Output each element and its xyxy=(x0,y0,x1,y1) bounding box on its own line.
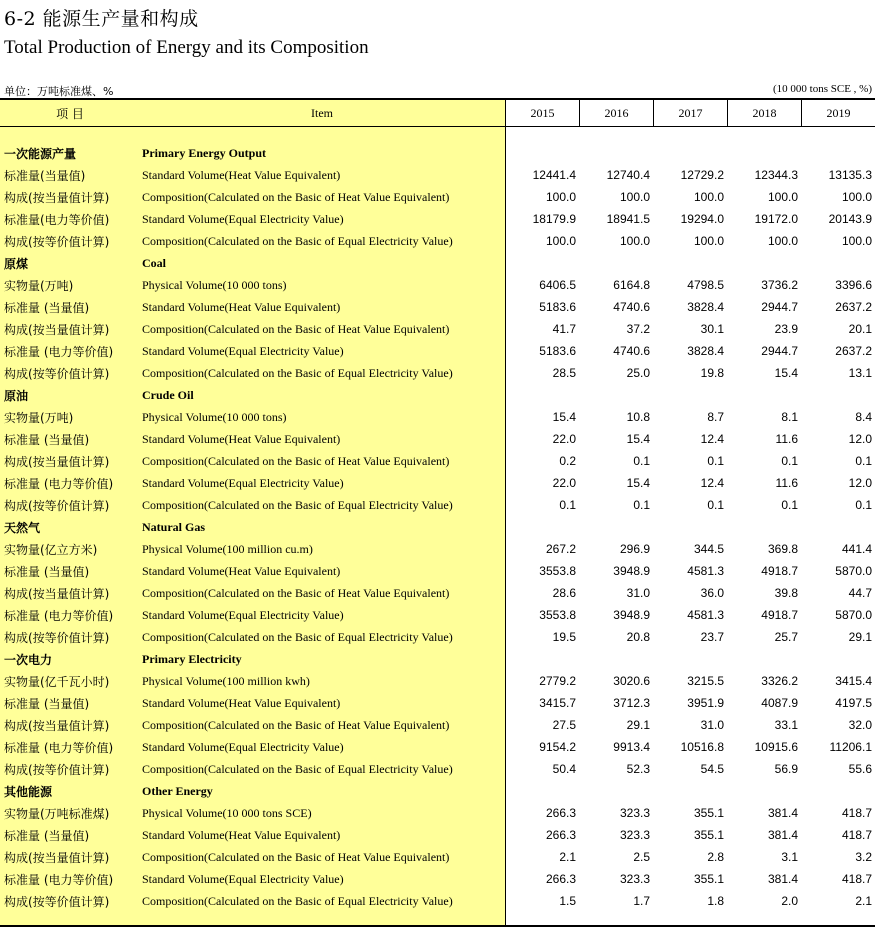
value-cell: 323.3 xyxy=(619,806,650,820)
table-row xyxy=(0,494,875,516)
value-cell: 441.4 xyxy=(841,542,872,556)
value-cell: 100.0 xyxy=(841,234,872,248)
table-row xyxy=(0,824,875,846)
value-cell: 3828.4 xyxy=(687,300,724,314)
table-row xyxy=(0,582,875,604)
value-cell: 0.1 xyxy=(559,498,576,512)
value-cell: 12.0 xyxy=(848,432,872,446)
value-cell: 3553.8 xyxy=(539,608,576,622)
value-cell: 1.7 xyxy=(633,894,650,908)
value-cell: 12441.4 xyxy=(532,168,576,182)
value-cell: 2.1 xyxy=(855,894,872,908)
row-label-cn: 构成(按当量值计算) xyxy=(4,851,110,865)
value-cell: 381.4 xyxy=(767,806,798,820)
row-label-cn: 实物量(万吨标准煤) xyxy=(4,807,110,821)
value-cell: 4918.7 xyxy=(761,564,798,578)
page-title-cn: 6-2 能源生产量和构成 xyxy=(4,8,199,30)
row-label-cn: 标准量(电力等价值) xyxy=(4,213,110,227)
row-label-en: Composition(Calculated on the Basic of Equal Electricity Value) xyxy=(142,630,453,644)
row-label-en: Standard Volume(Equal Electricity Value) xyxy=(142,608,344,622)
value-cell: 13135.3 xyxy=(828,168,872,182)
value-cell: 3396.6 xyxy=(835,278,872,292)
value-cell: 2.5 xyxy=(633,850,650,864)
value-cell: 266.3 xyxy=(545,806,576,820)
table-row xyxy=(0,538,875,560)
table-row xyxy=(0,296,875,318)
header-item-en: Item xyxy=(311,106,333,120)
value-cell: 15.4 xyxy=(552,410,576,424)
row-label-en: Physical Volume(100 million cu.m) xyxy=(142,542,313,556)
value-cell: 100.0 xyxy=(693,190,724,204)
value-cell: 418.7 xyxy=(841,828,872,842)
value-cell: 3736.2 xyxy=(761,278,798,292)
row-label-en: Composition(Calculated on the Basic of Heat Value Equivalent) xyxy=(142,322,450,336)
header-year: 2018 xyxy=(727,100,801,126)
table-row xyxy=(0,758,875,780)
row-label-cn: 原煤 xyxy=(4,257,29,271)
page-title-en: Total Production of Energy and its Composition xyxy=(4,37,369,58)
value-cell: 2637.2 xyxy=(835,300,872,314)
value-cell: 3948.9 xyxy=(613,608,650,622)
row-label-en: Standard Volume(Equal Electricity Value) xyxy=(142,344,344,358)
section-row xyxy=(0,516,875,538)
value-cell: 418.7 xyxy=(841,806,872,820)
row-label-en: Standard Volume(Heat Value Equivalent) xyxy=(142,300,341,314)
value-cell: 27.5 xyxy=(552,718,576,732)
table-header xyxy=(0,100,875,126)
value-cell: 1.8 xyxy=(707,894,724,908)
row-label-en: Standard Volume(Equal Electricity Value) xyxy=(142,476,344,490)
value-cell: 15.4 xyxy=(626,432,650,446)
row-label-cn: 构成(按等价值计算) xyxy=(4,631,110,645)
value-cell: 100.0 xyxy=(619,234,650,248)
table-row xyxy=(0,274,875,296)
value-cell: 2944.7 xyxy=(761,300,798,314)
table-row xyxy=(0,670,875,692)
value-cell: 355.1 xyxy=(693,872,724,886)
header-year: 2016 xyxy=(579,100,653,126)
row-label-en: Composition(Calculated on the Basic of Equal Electricity Value) xyxy=(142,498,453,512)
row-label-en: Primary Electricity xyxy=(142,652,242,666)
value-cell: 12.4 xyxy=(700,432,724,446)
value-cell: 323.3 xyxy=(619,872,650,886)
table-row xyxy=(0,736,875,758)
value-cell: 3712.3 xyxy=(613,696,650,710)
value-cell: 19294.0 xyxy=(680,212,724,226)
row-label-en: Composition(Calculated on the Basic of Equal Electricity Value) xyxy=(142,234,453,248)
row-label-cn: 构成(按当量值计算) xyxy=(4,719,110,733)
value-cell: 12.4 xyxy=(700,476,724,490)
value-cell: 266.3 xyxy=(545,872,576,886)
row-label-en: Composition(Calculated on the Basic of Equal Electricity Value) xyxy=(142,366,453,380)
value-cell: 0.1 xyxy=(707,454,724,468)
row-label-cn: 构成(按等价值计算) xyxy=(4,499,110,513)
value-cell: 3951.9 xyxy=(687,696,724,710)
value-cell: 13.1 xyxy=(848,366,872,380)
header-year: 2019 xyxy=(801,100,875,126)
value-cell: 0.1 xyxy=(855,454,872,468)
value-cell: 0.1 xyxy=(781,498,798,512)
value-cell: 344.5 xyxy=(693,542,724,556)
value-cell: 22.0 xyxy=(552,476,576,490)
value-cell: 6164.8 xyxy=(613,278,650,292)
value-cell: 267.2 xyxy=(545,542,576,556)
value-cell: 20.8 xyxy=(626,630,650,644)
row-label-en: Standard Volume(Equal Electricity Value) xyxy=(142,740,344,754)
value-cell: 5870.0 xyxy=(835,608,872,622)
row-label-en: Composition(Calculated on the Basic of Equal Electricity Value) xyxy=(142,894,453,908)
value-cell: 381.4 xyxy=(767,828,798,842)
value-cell: 36.0 xyxy=(700,586,724,600)
row-label-cn: 构成(按当量值计算) xyxy=(4,587,110,601)
value-cell: 50.4 xyxy=(552,762,576,776)
section-row xyxy=(0,142,875,164)
value-cell: 418.7 xyxy=(841,872,872,886)
value-cell: 2.8 xyxy=(707,850,724,864)
row-label-en: Physical Volume(10 000 tons SCE) xyxy=(142,806,312,820)
table-body xyxy=(0,142,875,912)
value-cell: 100.0 xyxy=(619,190,650,204)
row-label-en: Primary Energy Output xyxy=(142,146,266,160)
table-row xyxy=(0,362,875,384)
value-cell: 3828.4 xyxy=(687,344,724,358)
header-year: 2017 xyxy=(653,100,727,126)
row-label-en: Physical Volume(10 000 tons) xyxy=(142,278,287,292)
table-row xyxy=(0,428,875,450)
header-divider xyxy=(0,126,875,127)
table-row xyxy=(0,868,875,890)
value-cell: 15.4 xyxy=(626,476,650,490)
value-cell: 0.1 xyxy=(855,498,872,512)
table-row xyxy=(0,164,875,186)
value-cell: 100.0 xyxy=(767,234,798,248)
row-label-en: Composition(Calculated on the Basic of Heat Value Equivalent) xyxy=(142,454,450,468)
value-cell: 0.1 xyxy=(781,454,798,468)
value-cell: 100.0 xyxy=(693,234,724,248)
value-cell: 11.6 xyxy=(775,432,798,446)
table-row xyxy=(0,340,875,362)
row-label-cn: 一次能源产量 xyxy=(4,147,77,161)
table-row xyxy=(0,846,875,868)
value-cell: 20.1 xyxy=(848,322,872,336)
row-label-en: Other Energy xyxy=(142,784,213,798)
row-label-cn: 标准量 (当量值) xyxy=(4,697,90,711)
value-cell: 2944.7 xyxy=(761,344,798,358)
row-label-cn: 构成(按等价值计算) xyxy=(4,367,110,381)
row-label-cn: 标准量(当量值) xyxy=(4,169,86,183)
value-cell: 3415.4 xyxy=(835,674,872,688)
row-label-en: Composition(Calculated on the Basic of Heat Value Equivalent) xyxy=(142,850,450,864)
row-label-cn: 标准量 (电力等价值) xyxy=(4,609,114,623)
row-label-cn: 天然气 xyxy=(4,521,41,535)
value-cell: 296.9 xyxy=(619,542,650,556)
value-cell: 369.8 xyxy=(767,542,798,556)
value-cell: 9913.4 xyxy=(613,740,650,754)
value-cell: 19.8 xyxy=(700,366,724,380)
value-cell: 3215.5 xyxy=(687,674,724,688)
section-row xyxy=(0,648,875,670)
value-cell: 8.7 xyxy=(707,410,724,424)
value-cell: 20143.9 xyxy=(828,212,872,226)
table-row xyxy=(0,186,875,208)
row-label-en: Standard Volume(Heat Value Equivalent) xyxy=(142,432,341,446)
value-cell: 0.1 xyxy=(633,498,650,512)
row-label-cn: 其他能源 xyxy=(4,785,53,799)
value-cell: 355.1 xyxy=(693,828,724,842)
row-label-cn: 标准量 (当量值) xyxy=(4,301,90,315)
value-cell: 15.4 xyxy=(774,366,798,380)
value-cell: 3020.6 xyxy=(613,674,650,688)
value-cell: 4087.9 xyxy=(761,696,798,710)
value-cell: 4740.6 xyxy=(613,300,650,314)
value-cell: 4740.6 xyxy=(613,344,650,358)
value-cell: 4581.3 xyxy=(687,564,724,578)
row-label-cn: 一次电力 xyxy=(4,653,53,667)
row-label-cn: 标准量 (电力等价值) xyxy=(4,741,114,755)
value-cell: 8.4 xyxy=(855,410,872,424)
table-row xyxy=(0,692,875,714)
table-row xyxy=(0,406,875,428)
value-cell: 3553.8 xyxy=(539,564,576,578)
table-row xyxy=(0,472,875,494)
value-cell: 3.2 xyxy=(855,850,872,864)
row-label-en: Standard Volume(Heat Value Equivalent) xyxy=(142,828,341,842)
value-cell: 39.8 xyxy=(774,586,798,600)
row-label-en: Standard Volume(Equal Electricity Value) xyxy=(142,212,344,226)
value-cell: 32.0 xyxy=(848,718,872,732)
unit-label-en: (10 000 tons SCE , %) xyxy=(773,83,872,95)
value-cell: 29.1 xyxy=(848,630,872,644)
unit-label-cn: 单位：万吨标准煤、% xyxy=(4,85,114,98)
table-row xyxy=(0,626,875,648)
row-label-cn: 标准量 (电力等价值) xyxy=(4,345,114,359)
value-cell: 12740.4 xyxy=(606,168,650,182)
row-label-cn: 实物量(万吨) xyxy=(4,279,74,293)
row-label-en: Physical Volume(100 million kwh) xyxy=(142,674,310,688)
row-label-cn: 构成(按等价值计算) xyxy=(4,763,110,777)
value-cell: 10516.8 xyxy=(680,740,724,754)
energy-table xyxy=(0,98,875,927)
value-cell: 41.7 xyxy=(552,322,576,336)
header-item-cn: 项 目 xyxy=(56,107,84,121)
value-cell: 381.4 xyxy=(767,872,798,886)
value-cell: 4197.5 xyxy=(835,696,872,710)
value-cell: 1.5 xyxy=(559,894,576,908)
row-label-cn: 实物量(亿千瓦小时) xyxy=(4,675,110,689)
value-cell: 25.7 xyxy=(774,630,798,644)
row-label-en: Crude Oil xyxy=(142,388,194,402)
value-cell: 2779.2 xyxy=(539,674,576,688)
value-cell: 3.1 xyxy=(781,850,798,864)
row-label-en: Composition(Calculated on the Basic of Heat Value Equivalent) xyxy=(142,586,450,600)
value-cell: 12.0 xyxy=(848,476,872,490)
value-cell: 25.0 xyxy=(626,366,650,380)
value-cell: 18941.5 xyxy=(606,212,650,226)
value-cell: 56.9 xyxy=(774,762,798,776)
value-cell: 100.0 xyxy=(545,190,576,204)
row-label-cn: 实物量(万吨) xyxy=(4,411,74,425)
row-label-en: Natural Gas xyxy=(142,520,205,534)
value-cell: 8.1 xyxy=(781,410,798,424)
row-label-cn: 标准量 (当量值) xyxy=(4,433,90,447)
value-cell: 355.1 xyxy=(693,806,724,820)
value-cell: 100.0 xyxy=(545,234,576,248)
value-cell: 11.6 xyxy=(775,476,798,490)
value-cell: 44.7 xyxy=(848,586,872,600)
value-cell: 2.0 xyxy=(781,894,798,908)
table-row xyxy=(0,230,875,252)
value-cell: 29.1 xyxy=(626,718,650,732)
value-cell: 3948.9 xyxy=(613,564,650,578)
value-cell: 31.0 xyxy=(626,586,650,600)
value-cell: 5870.0 xyxy=(835,564,872,578)
value-cell: 10.8 xyxy=(626,410,650,424)
value-cell: 12344.3 xyxy=(754,168,798,182)
value-cell: 100.0 xyxy=(767,190,798,204)
row-label-en: Standard Volume(Heat Value Equivalent) xyxy=(142,696,341,710)
value-cell: 52.3 xyxy=(626,762,650,776)
row-label-en: Standard Volume(Heat Value Equivalent) xyxy=(142,564,341,578)
value-cell: 266.3 xyxy=(545,828,576,842)
value-cell: 12729.2 xyxy=(680,168,724,182)
value-cell: 28.6 xyxy=(552,586,576,600)
row-label-cn: 标准量 (当量值) xyxy=(4,829,90,843)
table-row xyxy=(0,604,875,626)
section-row xyxy=(0,384,875,406)
value-cell: 4918.7 xyxy=(761,608,798,622)
row-label-cn: 实物量(亿立方米) xyxy=(4,543,98,557)
value-cell: 6406.5 xyxy=(539,278,576,292)
row-label-cn: 原油 xyxy=(4,389,29,403)
row-label-cn: 构成(按当量值计算) xyxy=(4,323,110,337)
value-cell: 323.3 xyxy=(619,828,650,842)
value-cell: 22.0 xyxy=(552,432,576,446)
row-label-cn: 构成(按当量值计算) xyxy=(4,191,110,205)
value-cell: 28.5 xyxy=(552,366,576,380)
value-cell: 19172.0 xyxy=(754,212,798,226)
table-row xyxy=(0,714,875,736)
value-cell: 3415.7 xyxy=(539,696,576,710)
row-label-en: Standard Volume(Heat Value Equivalent) xyxy=(142,168,341,182)
section-row xyxy=(0,252,875,274)
value-cell: 4581.3 xyxy=(687,608,724,622)
table-row xyxy=(0,318,875,340)
section-row xyxy=(0,780,875,802)
value-cell: 31.0 xyxy=(700,718,724,732)
value-cell: 2.1 xyxy=(559,850,576,864)
row-label-en: Composition(Calculated on the Basic of Heat Value Equivalent) xyxy=(142,190,450,204)
value-cell: 100.0 xyxy=(841,190,872,204)
value-cell: 10915.6 xyxy=(754,740,798,754)
table-row xyxy=(0,802,875,824)
value-cell: 0.2 xyxy=(559,454,576,468)
value-cell: 0.1 xyxy=(633,454,650,468)
value-cell: 19.5 xyxy=(552,630,576,644)
value-cell: 30.1 xyxy=(700,322,724,336)
value-cell: 37.2 xyxy=(626,322,650,336)
row-label-en: Standard Volume(Equal Electricity Value) xyxy=(142,872,344,886)
value-cell: 23.9 xyxy=(774,322,798,336)
row-label-cn: 标准量 (当量值) xyxy=(4,565,90,579)
value-cell: 5183.6 xyxy=(539,344,576,358)
value-cell: 23.7 xyxy=(700,630,724,644)
value-cell: 4798.5 xyxy=(687,278,724,292)
row-label-en: Composition(Calculated on the Basic of Heat Value Equivalent) xyxy=(142,718,450,732)
table-row xyxy=(0,208,875,230)
value-cell: 33.1 xyxy=(774,718,798,732)
row-label-cn: 标准量 (电力等价值) xyxy=(4,477,114,491)
value-cell: 18179.9 xyxy=(532,212,576,226)
value-cell: 11206.1 xyxy=(829,740,872,754)
row-label-en: Composition(Calculated on the Basic of Equal Electricity Value) xyxy=(142,762,453,776)
value-cell: 2637.2 xyxy=(835,344,872,358)
row-label-cn: 标准量 (电力等价值) xyxy=(4,873,114,887)
value-cell: 54.5 xyxy=(700,762,724,776)
header-year: 2015 xyxy=(505,100,579,126)
table-row xyxy=(0,450,875,472)
value-cell: 9154.2 xyxy=(539,740,576,754)
row-label-cn: 构成(按等价值计算) xyxy=(4,235,110,249)
row-label-cn: 构成(按等价值计算) xyxy=(4,895,110,909)
table-row xyxy=(0,560,875,582)
value-cell: 0.1 xyxy=(707,498,724,512)
row-label-cn: 构成(按当量值计算) xyxy=(4,455,110,469)
table-row xyxy=(0,890,875,912)
value-cell: 3326.2 xyxy=(761,674,798,688)
row-label-en: Physical Volume(10 000 tons) xyxy=(142,410,287,424)
row-label-en: Coal xyxy=(142,256,166,270)
value-cell: 55.6 xyxy=(848,762,872,776)
value-cell: 5183.6 xyxy=(539,300,576,314)
